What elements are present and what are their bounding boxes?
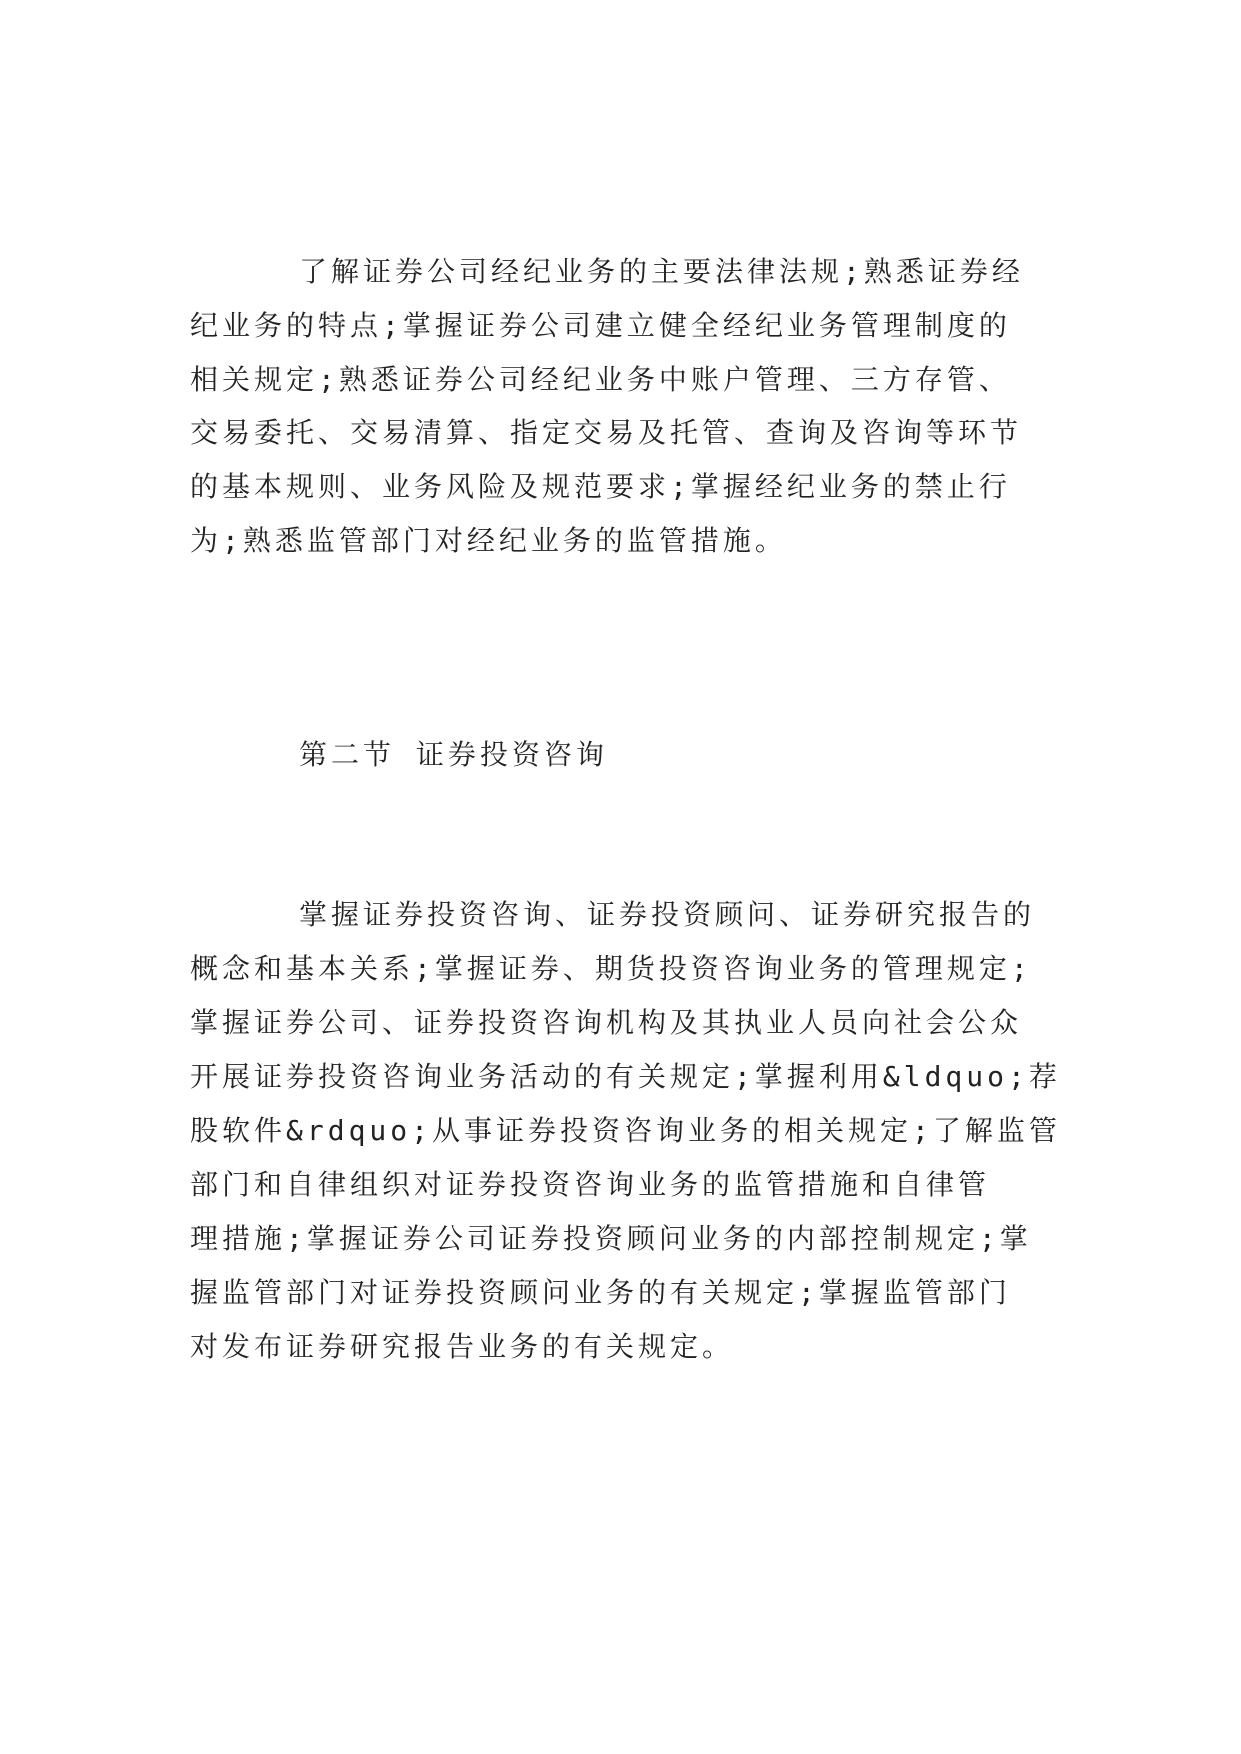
paragraph-2-line: 对发布证券研究报告业务的有关规定。 — [190, 1330, 735, 1363]
paragraph-2-line: 部门和自律组织对证券投资咨询业务的监管措施和自律管 — [190, 1168, 991, 1201]
paragraph-2-line: 掌握证券投资咨询、证券投资顾问、证券研究报告的 — [299, 898, 1036, 931]
paragraph-1-line: 了解证券公司经纪业务的主要法律法规;熟悉证券经 — [299, 255, 1024, 288]
paragraph-1-line: 交易委托、交易清算、指定交易及托管、查询及咨询等环节 — [190, 416, 1023, 449]
paragraph-2-line: 掌握证券公司、证券投资咨询机构及其执业人员向社会公众 — [190, 1006, 1023, 1039]
paragraph-1-line: 的基本规则、业务风险及规范要求;掌握经纪业务的禁止行 — [190, 470, 1011, 503]
paragraph-2-line: 概念和基本关系;掌握证券、期货投资咨询业务的管理规定; — [190, 952, 1032, 985]
paragraph-1-line: 相关规定;熟悉证券公司经纪业务中账户管理、三方存管、 — [190, 363, 1011, 396]
paragraph-1-line: 纪业务的特点;掌握证券公司建立健全经纪业务管理制度的 — [190, 309, 1011, 342]
paragraph-2-line: 握监管部门对证券投资顾问业务的有关规定;掌握监管部门 — [190, 1276, 1011, 1309]
paragraph-1-line: 为;熟悉监管部门对经纪业务的监管措施。 — [190, 524, 787, 557]
section-heading: 第二节 证券投资咨询 — [299, 738, 608, 771]
paragraph-2-line: 股软件&rdquo;从事证券投资咨询业务的相关规定;了解监管 — [190, 1114, 1061, 1147]
paragraph-2-line: 开展证券投资咨询业务活动的有关规定;掌握利用&ldquo;荐 — [190, 1060, 1061, 1093]
paragraph-2-line: 理措施;掌握证券公司证券投资顾问业务的内部控制规定;掌 — [190, 1222, 1032, 1255]
